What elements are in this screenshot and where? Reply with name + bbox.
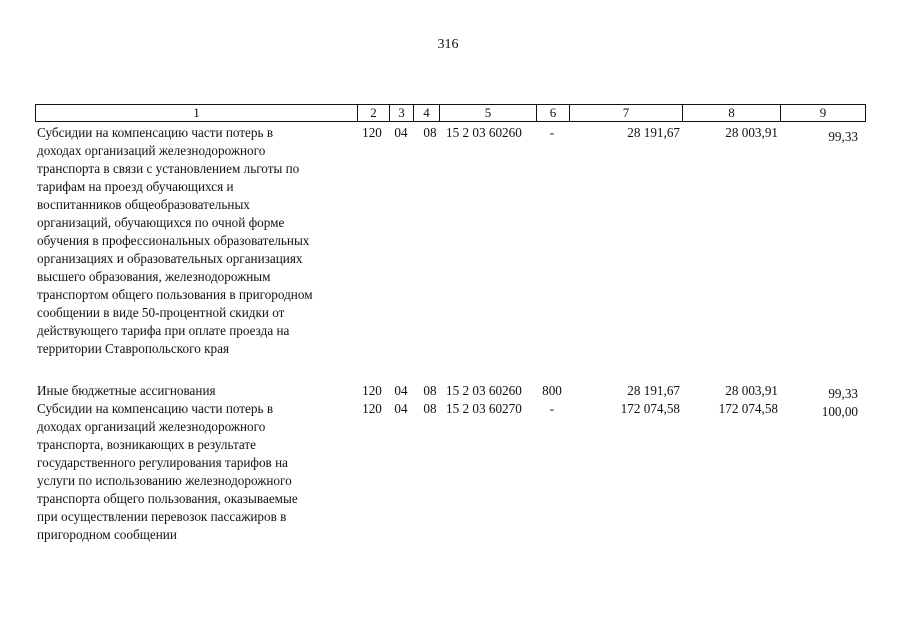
header-col-4: 4: [414, 105, 440, 121]
row-col-6: 800: [542, 383, 562, 398]
row-col-8: 28 003,91: [725, 383, 778, 398]
row-col-7: 28 191,67: [627, 383, 680, 398]
row-col-7: 28 191,67: [627, 125, 680, 140]
row-col-6: -: [549, 401, 555, 416]
row-col-2: 120: [362, 401, 382, 416]
header-col-1: 1: [36, 105, 358, 121]
row-col-4: 08: [423, 383, 437, 398]
row-col-3: 04: [394, 125, 408, 140]
header-col-5: 5: [440, 105, 537, 121]
row-description: Субсидии на компенсацию части потерь в доходах организаций железнодорожного транспорта в связи с установлением льготы по тарифам на проезд обучающихся и воспитанников общеобразовательных организаций, обучающихся по очной форме обучения в профессиональных образовательных организациях и образовательных организациях высшего образования, железнодорожным транспортом общего пользования в пригородном сообщении в виде 50-процентной скидки от действующего тарифа при оплате проезда на территории Ставропольского края: [37, 125, 313, 356]
row-col-6: -: [549, 125, 555, 140]
row-col-2: 120: [362, 383, 382, 398]
row-col-5: 15 2 03 60270: [446, 401, 522, 416]
row-col-7: 172 074,58: [620, 401, 680, 416]
header-col-2: 2: [358, 105, 390, 121]
row-col-3: 04: [394, 383, 408, 398]
row-col-3: 04: [394, 401, 408, 416]
row-col-2: 120: [362, 125, 382, 140]
row-description: Иные бюджетные ассигнования: [37, 383, 216, 398]
page-number: 316: [437, 37, 459, 52]
row-col-4: 08: [423, 401, 437, 416]
row-col-8: 172 074,58: [718, 401, 778, 416]
header-col-8: 8: [683, 105, 781, 121]
row-col-4: 08: [423, 125, 437, 140]
header-col-9: 9: [819, 105, 827, 120]
row-description: Субсидии на компенсацию части потерь в доходах организаций железнодорожного транспорта, возникающих в результате государственного регулирования тарифов на услуги по использованию железнодорожного транспорта общего пользования, оказываемые при осуществлении перевозок пассажиров в пригородном сообщении: [37, 401, 298, 542]
row-col-9: 100,00: [821, 404, 858, 419]
row-col-5: 15 2 03 60260: [446, 383, 522, 398]
header-col-7: 7: [570, 105, 683, 121]
row-col-9: 99,33: [828, 129, 858, 144]
row-col-8: 28 003,91: [725, 125, 778, 140]
header-col-6: 6: [537, 105, 570, 121]
row-col-9: 99,33: [828, 386, 858, 401]
row-col-5: 15 2 03 60260: [446, 125, 522, 140]
table-header: [35, 104, 866, 122]
header-col-3: 3: [390, 105, 414, 121]
